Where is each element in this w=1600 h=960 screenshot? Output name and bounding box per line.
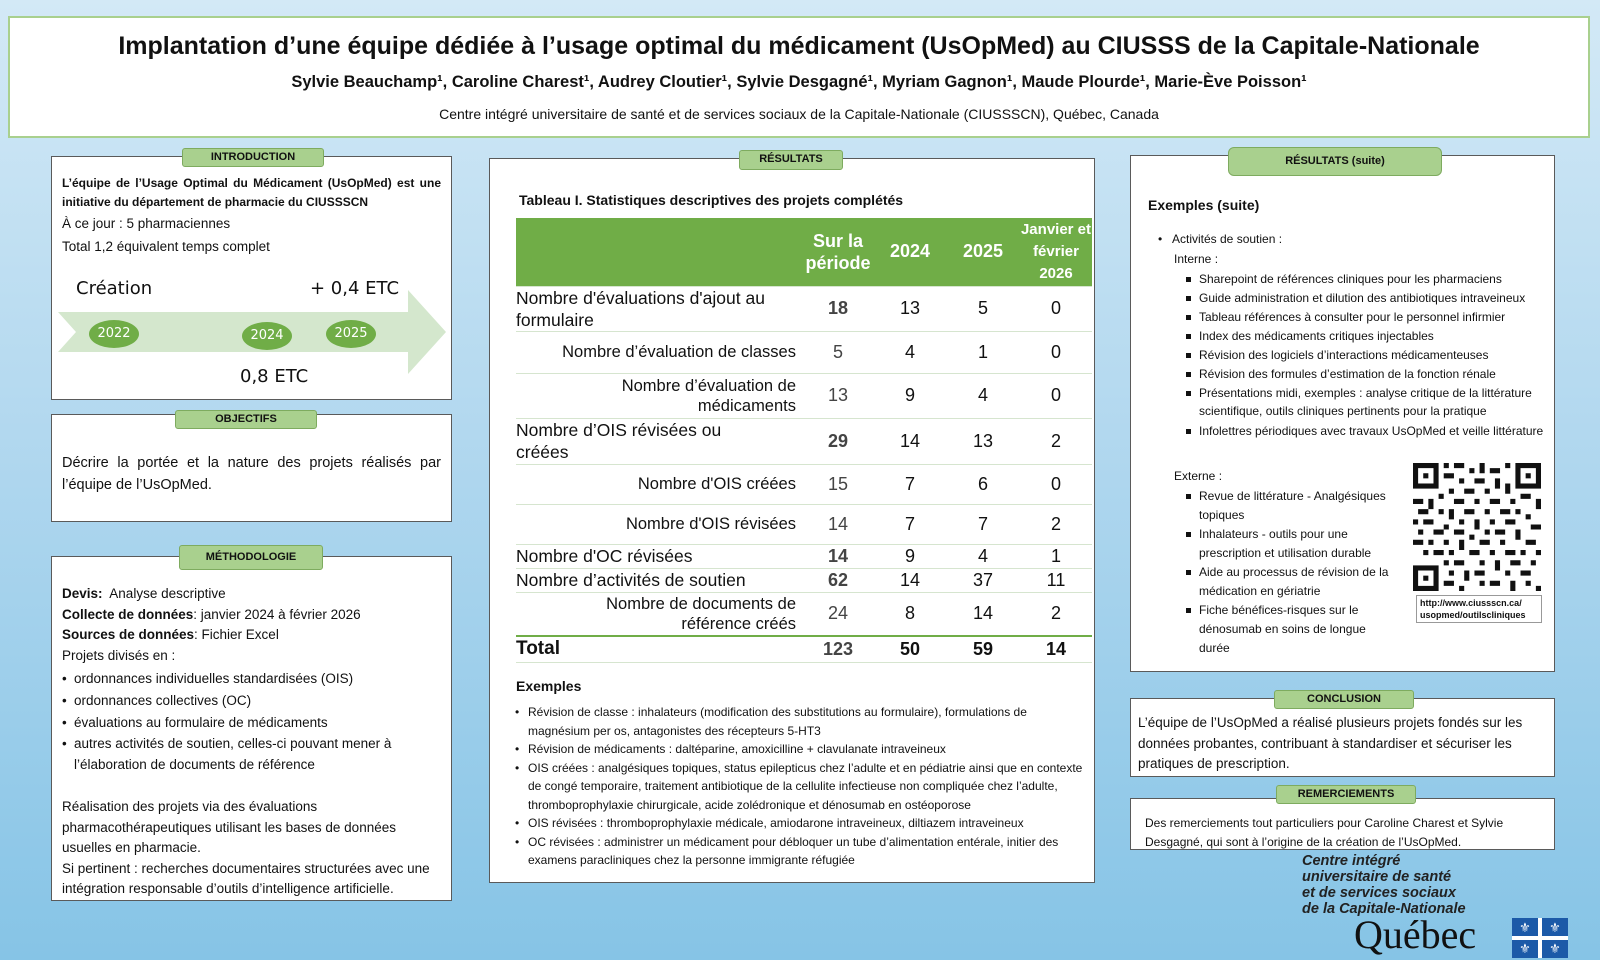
cell: 18: [802, 286, 874, 331]
table-header: 2024: [874, 218, 946, 286]
fleur-de-lis-flag-icon: [1512, 918, 1568, 958]
table-header: Janvier et février 2026: [1020, 218, 1092, 286]
timeline-plus-label: + 0,4 ETC: [310, 278, 400, 299]
conclusion-text: L’équipe de l’UsOpMed a réalisé plusieurs projets fondés sur les données probantes, contribuant à standardiser et sécuriser les pratiques de prescription.: [1138, 715, 1523, 771]
row-label: Nombre d’évaluation de médicaments: [516, 373, 802, 418]
list-item: Aide au processus de révision de la médication en gériatrie: [1185, 563, 1395, 601]
collecte-line: Collecte de données: janvier 2024 à février 2026: [62, 606, 361, 622]
cell: 0: [1020, 331, 1092, 373]
conclusion-panel: [1130, 698, 1555, 777]
exemples-title: Exemples: [516, 678, 582, 694]
list-item: • ordonnances collectives (OC): [62, 693, 252, 708]
timeline-base-label: 0,8 ETC: [240, 366, 309, 387]
svg-text:⚜: ⚜: [1549, 921, 1561, 936]
objectifs-panel: [51, 414, 452, 522]
cell: 14: [802, 544, 874, 568]
poster-authors: Sylvie Beauchamp¹, Caroline Charest¹, Audrey Cloutier¹, Sylvie Desgagné¹, Myriam Gagnon¹, Maude Plourde¹, Marie-Ève Poisson¹: [291, 73, 1307, 91]
cell: 4: [946, 373, 1020, 418]
list-item: • Révision de médicaments : daltéparine, amoxicilline + clavulanate intraveineux: [514, 740, 1088, 759]
cell: 7: [874, 464, 946, 504]
table-row: [516, 544, 1092, 568]
cell: 59: [946, 636, 1020, 662]
objectifs-tag: OBJECTIFS: [175, 410, 317, 429]
table-row: [516, 373, 1092, 418]
table-row: [516, 464, 1092, 504]
cell: 2: [1020, 504, 1092, 544]
table-header: 2025: [946, 218, 1020, 286]
realisation-text: Réalisation des projets via des évaluations pharmacothérapeutiques utilisant les bases de données usuelles en pharmacie.: [62, 799, 396, 855]
list-item: • OIS révisées : thromboprophylaxie médicale, amiodarone intraveineux, diltiazem intraveineux: [514, 814, 1088, 833]
total-label: Total: [516, 636, 802, 662]
pertinent-text: Si pertinent : recherches documentaires structurées avec une intégration responsable d’outils d’intelligence artificielle.: [62, 860, 430, 896]
cell: 123: [802, 636, 874, 662]
externe-list: [1185, 487, 1395, 658]
timeline-year-2025: 2025: [326, 320, 376, 348]
list-item: • autres activités de soutien, celles-ci pouvant mener à l’élaboration de documents de référence: [62, 736, 392, 772]
cell: 14: [1020, 636, 1092, 662]
timeline-year-2024: 2024: [242, 322, 292, 350]
cell: 13: [802, 373, 874, 418]
table-title: Tableau I. Statistiques descriptives des projets complétés: [519, 192, 904, 208]
list-item: • ordonnances individuelles standardisées (OIS): [62, 671, 354, 686]
exemples-list: [514, 703, 1088, 870]
ciusss-logo: [1302, 853, 1592, 958]
remerciements-tag: REMERCIEMENTS: [1276, 785, 1416, 804]
remerciements-text: Des remerciements tout particuliers pour Caroline Charest et Sylvie Desgagné, qui sont à l’origine de la création de l’UsOpMed.: [1145, 816, 1504, 849]
cell: 4: [874, 331, 946, 373]
list-item: • OIS créées : analgésiques topiques, status epilepticus chez l’adulte et en pédiatrie ainsi que en contexte de congé temporaire, traitement antibiotique de la cellulite infectieuse non compliquée chez l’adulte, thromboprophylaxie chirurgicale, acide zolédronique et dénosumab en ostéoporose: [514, 759, 1088, 815]
remerciements-panel: [1130, 798, 1555, 850]
cell: 0: [1020, 286, 1092, 331]
table-row: [516, 592, 1092, 636]
cell: 0: [1020, 464, 1092, 504]
cell: 9: [874, 544, 946, 568]
cell: 9: [874, 373, 946, 418]
table-total-row: [516, 636, 1092, 662]
intro-line-1: À ce jour : 5 pharmaciennes: [62, 216, 231, 231]
projets-line: Projets divisés en :: [62, 647, 176, 663]
cell: 0: [1020, 373, 1092, 418]
cell: 5: [802, 331, 874, 373]
row-label: Nombre d'OC révisées: [516, 544, 802, 568]
row-label: Nombre d’évaluation de classes: [516, 331, 802, 373]
cell: 2: [1020, 418, 1092, 464]
cell: 62: [802, 568, 874, 592]
cell: 1: [1020, 544, 1092, 568]
methodologie-list: [62, 668, 441, 775]
list-item: Guide administration et dilution des antibiotiques intraveineux: [1185, 289, 1553, 308]
cell: 50: [874, 636, 946, 662]
cell: 7: [946, 504, 1020, 544]
cell: 13: [874, 286, 946, 331]
list-item: Révision des formules d’estimation de la fonction rénale: [1185, 365, 1553, 384]
cell: 24: [802, 592, 874, 636]
list-item: Inhalateurs - outils pour une prescription et utilisation durable: [1185, 525, 1395, 563]
row-label: Nombre d'OIS créées: [516, 464, 802, 504]
table-row: [516, 504, 1092, 544]
resultats-tag: RÉSULTATS: [739, 150, 843, 170]
qr-url-text: http://www.ciussscn.ca/ usopmed/outilscliniques: [1416, 595, 1542, 623]
methodologie-tag: MÉTHODOLOGIE: [179, 545, 323, 570]
table-header-blank: [516, 218, 802, 286]
table-header: Sur la période: [802, 218, 874, 286]
table-row: [516, 331, 1092, 373]
timeline-creation-label: Création: [76, 278, 153, 299]
cell: 14: [874, 418, 946, 464]
table-row: [516, 418, 1092, 464]
poster-title: Implantation d’une équipe dédiée à l’usage optimal du médicament (UsOpMed) au CIUSSS de la Capitale-Nationale: [118, 32, 1480, 60]
statistics-table: [516, 218, 1092, 663]
intro-bold-text: L’équipe de l’Usage Optimal du Médicament (UsOpMed) est une initiative du département de pharmacie du CIUSSSCN: [62, 176, 441, 209]
introduction-tag: INTRODUCTION: [182, 148, 324, 167]
cell: 6: [946, 464, 1020, 504]
quebec-wordmark: Québec: [1354, 912, 1477, 957]
interne-list: [1185, 270, 1553, 440]
list-item: Sharepoint de références cliniques pour les pharmaciens: [1185, 270, 1553, 289]
row-label: Nombre d'OIS révisées: [516, 504, 802, 544]
activites-line: • Activités de soutien :: [1158, 232, 1283, 246]
externe-label: Externe :: [1174, 469, 1223, 483]
intro-line-2: Total 1,2 équivalent temps complet: [62, 239, 270, 254]
exemples-suite-title: Exemples (suite): [1148, 197, 1260, 213]
cell: 14: [946, 592, 1020, 636]
cell: 29: [802, 418, 874, 464]
cell: 4: [946, 544, 1020, 568]
list-item: Tableau références à consulter pour le personnel infirmier: [1185, 308, 1553, 327]
cell: 14: [802, 504, 874, 544]
sources-line: Sources de données: Fichier Excel: [62, 627, 279, 642]
cell: 37: [946, 568, 1020, 592]
svg-text:⚜: ⚜: [1519, 942, 1531, 957]
list-item: Présentations midi, exemples : analyse critique de la littérature scientifique, outils cliniques pertinents pour la pratique: [1185, 384, 1553, 420]
row-label: Nombre d’OIS révisées ou créées: [516, 418, 802, 464]
cell: 13: [946, 418, 1020, 464]
list-item: • évaluations au formulaire de médicaments: [62, 715, 328, 730]
cell: 2: [1020, 592, 1092, 636]
poster-affiliation: Centre intégré universitaire de santé et de services sociaux de la Capitale-Nationale (CIUSSSCN), Québec, Canada: [439, 106, 1159, 122]
list-item: Revue de littérature - Analgésiques topiques: [1185, 487, 1395, 525]
devis-line: Devis: Analyse descriptive: [62, 586, 226, 601]
cell: 7: [874, 504, 946, 544]
cell: 11: [1020, 568, 1092, 592]
methodologie-panel: [51, 556, 452, 901]
cell: 8: [874, 592, 946, 636]
conclusion-tag: CONCLUSION: [1274, 690, 1414, 709]
poster-header: [8, 16, 1590, 138]
svg-text:⚜: ⚜: [1519, 921, 1531, 936]
cell: 1: [946, 331, 1020, 373]
row-label: Nombre de documents de référence créés: [516, 592, 802, 636]
list-item: • Révision de classe : inhalateurs (modification des substitutions au formulaire), formulations de magnésium per os, antagonistes des récepteurs 5-HT3: [514, 703, 1088, 740]
cell: 14: [874, 568, 946, 592]
list-item: • OC révisées : administrer un médicament pour débloquer un tube d’alimentation entérale, initier des examens paracliniques chez la personne immigrante réfugiée: [514, 833, 1088, 870]
list-item: Fiche bénéfices-risques sur le dénosumab en soins de longue durée: [1185, 601, 1395, 658]
logo-text: Centre intégré universitaire de santé et de services sociaux de la Capitale-Nationale: [1302, 853, 1466, 917]
objectifs-text: Décrire la portée et la nature des projets réalisés par l’équipe de l’UsOpMed.: [62, 455, 441, 493]
cell: 15: [802, 464, 874, 504]
resultats-suite-panel: [1130, 155, 1555, 672]
cell: 5: [946, 286, 1020, 331]
svg-text:⚜: ⚜: [1549, 942, 1561, 957]
timeline-year-2022: 2022: [89, 320, 139, 348]
row-label: Nombre d’activités de soutien: [516, 568, 802, 592]
table-row: [516, 568, 1092, 592]
table-header-row: [516, 218, 1092, 286]
list-item: Index des médicaments critiques injectables: [1185, 327, 1553, 346]
qr-code-icon: [1413, 463, 1541, 591]
table-row: [516, 286, 1092, 331]
interne-label: Interne :: [1174, 252, 1219, 266]
list-item: Infolettres périodiques avec travaux UsOpMed et veille littérature: [1185, 422, 1553, 440]
list-item: Révision des logiciels d’interactions médicamenteuses: [1185, 346, 1553, 365]
row-label: Nombre d'évaluations d'ajout au formulaire: [516, 286, 802, 331]
resultats-suite-tag: RÉSULTATS (suite): [1228, 147, 1442, 176]
